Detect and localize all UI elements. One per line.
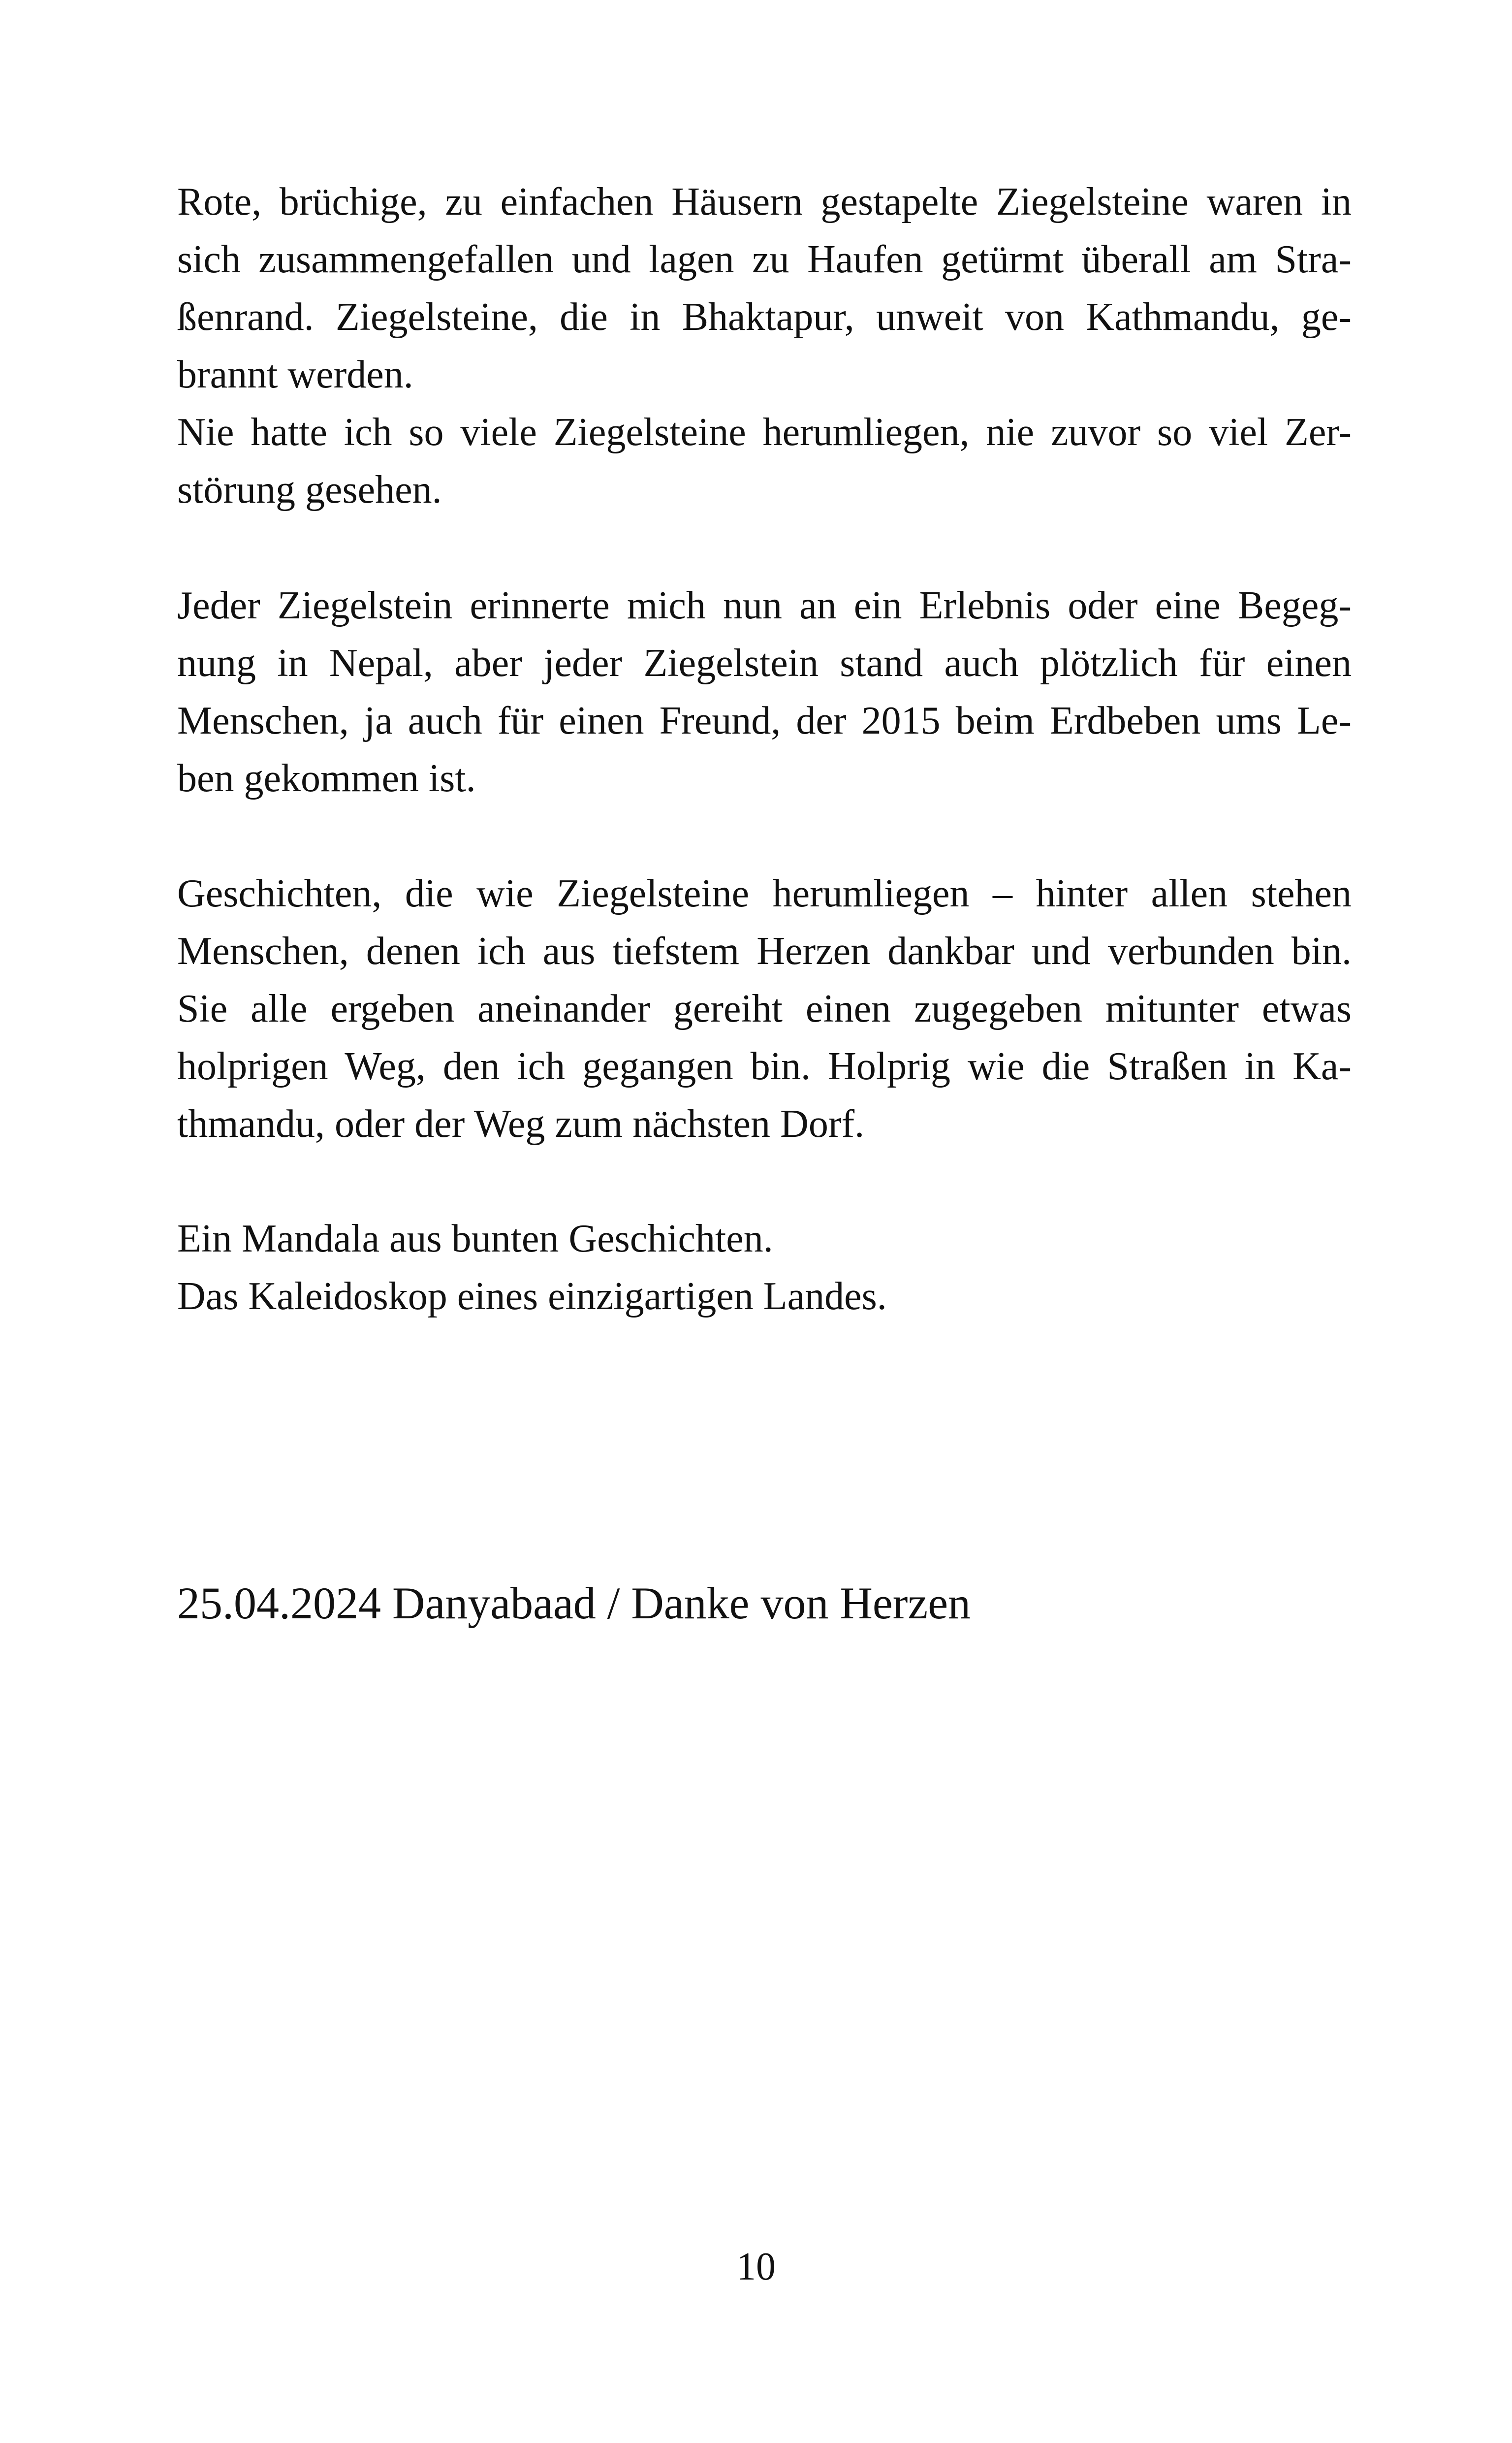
text-line: brannt werden.	[177, 353, 413, 396]
page-number: 10	[736, 2245, 776, 2288]
text-line: ßenrand. Ziegelsteine, die in Bhaktapur, unweit von Kathmandu, ge-	[177, 295, 1352, 339]
text-line: nung in Nepal, aber jeder Ziegelstein stand auch plötzlich für einen	[177, 642, 1352, 685]
text-line: Ein Mandala aus bunten Geschichten.	[177, 1217, 773, 1260]
dated-signature: 25.04.2024 Danyabaad / Danke von Herzen	[177, 1578, 971, 1628]
text-line: ben gekommen ist.	[177, 757, 476, 800]
paragraph-2	[177, 577, 1352, 807]
text-line: Das Kaleidoskop eines einzigartigen Landes.	[177, 1275, 887, 1318]
text-line: Rote, brüchige, zu einfachen Häusern gestapelte Ziegelsteine waren in	[177, 180, 1352, 224]
text-line: Menschen, denen ich aus tiefstem Herzen dankbar und verbunden bin.	[177, 930, 1352, 973]
text-line: störung gesehen.	[177, 468, 442, 512]
text-line: Nie hatte ich so viele Ziegelsteine herumliegen, nie zuvor so viel Zer-	[177, 411, 1352, 454]
text-line: Jeder Ziegelstein erinnerte mich nun an ein Erlebnis oder eine Begeg-	[177, 584, 1352, 627]
text-line: Sie alle ergeben aneinander gereiht einen zugegeben mitunter etwas	[177, 987, 1352, 1030]
text-line: Geschichten, die wie Ziegelsteine herumliegen – hinter allen stehen	[177, 872, 1352, 915]
text-line: sich zusammengefallen und lagen zu Haufen getürmt überall am Stra-	[177, 238, 1352, 281]
text-line: thmandu, oder der Weg zum nächsten Dorf.	[177, 1102, 865, 1146]
paragraph-3	[177, 865, 1352, 1153]
text-line: Menschen, ja auch für einen Freund, der 2015 beim Erdbeben ums Le-	[177, 699, 1352, 742]
text-line: holprigen Weg, den ich gegangen bin. Holprig wie die Straßen in Ka-	[177, 1045, 1352, 1088]
paragraph-4	[177, 1210, 1352, 1325]
paragraph-1	[177, 173, 1352, 519]
